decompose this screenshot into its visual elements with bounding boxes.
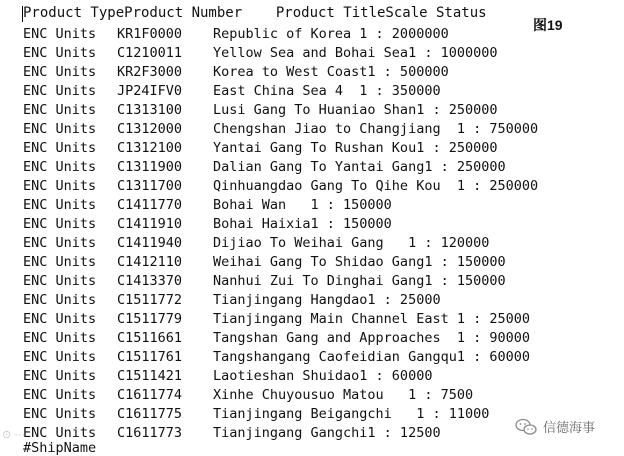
product-title-cell: Korea to West Coast1 : 500000 (213, 64, 449, 80)
product-number-cell: C1611775 (117, 406, 183, 422)
product-title-cell: Dijiao To Weihai Gang 1 : 120000 (213, 235, 490, 251)
product-type-cell: ENC Units (23, 330, 97, 346)
product-title-cell: Bohai Wan 1 : 150000 (213, 197, 392, 213)
product-title-cell: Laotieshan Shuidao1 : 60000 (213, 368, 433, 384)
product-title-cell: Tianjingang Main Channel East 1 : 25000 (213, 311, 530, 327)
watermark: ⊙ ··· (2, 429, 26, 441)
product-number-cell: C1611774 (117, 387, 183, 403)
product-number-cell: C1312000 (117, 121, 183, 137)
product-title-cell: Qinhuangdao Gang To Qihe Kou 1 : 250000 (213, 178, 539, 194)
product-type-cell: ENC Units (23, 273, 97, 289)
product-type-cell: ENC Units (23, 387, 97, 403)
product-number-cell: C1312100 (117, 140, 183, 156)
product-title-cell: East China Sea 4 1 : 350000 (213, 83, 441, 99)
brand-text: 信德海事 (543, 420, 596, 435)
product-type-cell: ENC Units (23, 406, 97, 422)
product-type-cell: ENC Units (23, 197, 97, 213)
product-type-cell: ENC Units (23, 368, 97, 384)
product-title-cell: Tangshan Gang and Approaches 1 : 90000 (213, 330, 530, 346)
product-number-cell: C1311700 (117, 178, 183, 194)
product-number-cell: C1511421 (117, 368, 183, 384)
product-type-cell: ENC Units (23, 121, 97, 137)
product-type-cell: ENC Units (23, 140, 97, 156)
product-number-cell: C1511772 (117, 292, 183, 308)
product-type-cell: ENC Units (23, 178, 97, 194)
product-number-cell: C1611773 (117, 425, 183, 441)
product-title-cell: Lusi Gang To Huaniao Shan1 : 250000 (213, 102, 498, 118)
product-number-cell: C1411940 (117, 235, 183, 251)
product-title-cell: Tangshangang Caofeidian Gangqu1 : 60000 (213, 349, 530, 365)
column-header-line: Product TypeProduct Number Product TitleScale Status (23, 5, 487, 21)
product-number-cell: C1313100 (117, 102, 183, 118)
product-title-cell: Yellow Sea and Bohai Sea1 : 1000000 (213, 45, 498, 61)
product-number-cell: JP24IFV0 (117, 83, 183, 99)
product-title-cell: Dalian Gang To Yantai Gang1 : 250000 (213, 159, 506, 175)
product-title-cell: Tianjingang Gangchi1 : 12500 (213, 425, 441, 441)
product-number-cell: C1311900 (117, 159, 183, 175)
product-title-cell: Chengshan Jiao to Changjiang 1 : 750000 (213, 121, 539, 137)
product-number-cell: C1413370 (117, 273, 183, 289)
product-number-cell: C1511779 (117, 311, 183, 327)
product-title-cell: Nanhui Zui To Dinghai Gang1 : 150000 (213, 273, 506, 289)
product-number-cell: KR1F0000 (117, 26, 183, 42)
brand-watermark (515, 417, 595, 436)
product-type-cell: ENC Units (23, 349, 97, 365)
product-number-cell: C1210011 (117, 45, 183, 61)
product-title-cell: Republic of Korea 1 : 2000000 (213, 26, 449, 42)
product-type-cell: ENC Units (23, 235, 97, 251)
product-type-cell: ENC Units (23, 83, 97, 99)
product-type-cell: ENC Units (23, 216, 97, 232)
wechat-icon (515, 418, 537, 436)
product-type-cell: ENC Units (23, 311, 97, 327)
product-number-cell: C1511661 (117, 330, 183, 346)
product-type-cell: ENC Units (23, 64, 97, 80)
product-number-cell: C1412110 (117, 254, 183, 270)
ship-name-line[interactable]: #ShipName (23, 440, 97, 456)
product-type-cell: ENC Units (23, 292, 97, 308)
product-number-cell: C1511761 (117, 349, 183, 365)
product-number-cell: C1411770 (117, 197, 183, 213)
product-type-cell: ENC Units (23, 102, 97, 118)
product-type-cell: ENC Units (23, 45, 97, 61)
product-title-cell: Xinhe Chuyousuo Matou 1 : 7500 (213, 387, 474, 403)
product-type-cell: ENC Units (23, 254, 97, 270)
product-number-cell: C1411910 (117, 216, 183, 232)
product-title-cell: Bohai Haixia1 : 150000 (213, 216, 392, 232)
product-type-cell: ENC Units (23, 159, 97, 175)
product-title-cell: Tianjingang Hangdao1 : 25000 (213, 292, 441, 308)
product-number-cell: KR2F3000 (117, 64, 183, 80)
product-type-cell: ENC Units (23, 26, 97, 42)
product-title-cell: Tianjingang Beigangchi 1 : 11000 (213, 406, 490, 422)
product-type-cell: ENC Units (23, 425, 97, 441)
product-title-cell: Yantai Gang To Rushan Kou1 : 250000 (213, 140, 498, 156)
figure-label: 图19 (533, 17, 563, 33)
product-title-cell: Weihai Gang To Shidao Gang1 : 150000 (213, 254, 506, 270)
